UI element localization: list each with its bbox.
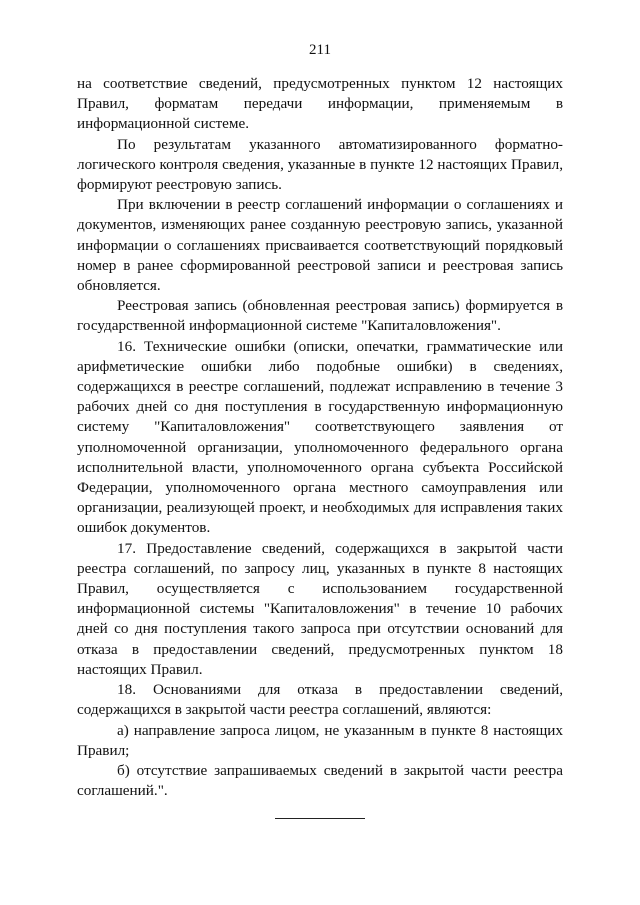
paragraph-item-18: 18. Основаниями для отказа в предоставлении сведений, содержащихся в закрытой части реестра соглашений, являются:: [77, 681, 563, 719]
paragraph-format-control: По результатам указанного автоматизированного форматно-логического контроля сведения, указанные в пункте 12 настоящих Правил, формируют реестровую запись.: [77, 135, 563, 194]
paragraph-item-18-b: б) отсутствие запрашиваемых сведений в закрытой части реестра соглашений.".: [77, 761, 563, 800]
paragraph-item-17: 17. Предоставление сведений, содержащихся в закрытой части реестра соглашений, по запросу лиц, указанных в пункте 8 настоящих Правил, осуществляется с использованием государственной информационной системы "Капиталовложения" в течение 10 рабочих дней со дня поступления такого запроса при отсутствии оснований для отказа в предоставлении сведений, предусмотренных пунктом 18 настоящих Правил.: [77, 539, 563, 678]
document-body: [77, 74, 563, 801]
page-number: 211: [309, 42, 331, 58]
paragraph-item-18-a: а) направление запроса лицом, не указанным в пункте 8 настоящих Правил;: [77, 721, 563, 759]
paragraph-registry-record: Реестровая запись (обновленная реестровая запись) формируется в государственной информационной системе "Капиталовложения".: [77, 297, 563, 335]
paragraph-registry-update: При включении в реестр соглашений информации о соглашениях и документов, изменяющих ранее созданную реестровую запись, указанной информации о соглашениях присваивается соответствующий порядковый номер в ранее сформированной реестровой записи и реестровая запись обновляется.: [77, 196, 563, 295]
paragraph-item-16: 16. Технические ошибки (описки, опечатки, грамматические или арифметические ошибки либо подобные ошибки) в сведениях, содержащихся в реестре соглашений, подлежат исправлению в течение 3 рабочих дней со дня поступления в государственную информационную систему "Капиталовложения" соответствующего заявления от уполномоченной организации, уполномоченного федерального органа исполнительной власти, уполномоченного органа субъекта Российской Федерации, уполномоченного органа местного самоуправления или организации, реализующей проект, и необходимых для исправления таких ошибок документов.: [77, 337, 563, 537]
paragraph-continuation: на соответствие сведений, предусмотренных пунктом 12 настоящих Правил, форматам передачи информации, применяемым в информационной системе.: [77, 75, 563, 133]
end-separator-line: [275, 818, 365, 819]
